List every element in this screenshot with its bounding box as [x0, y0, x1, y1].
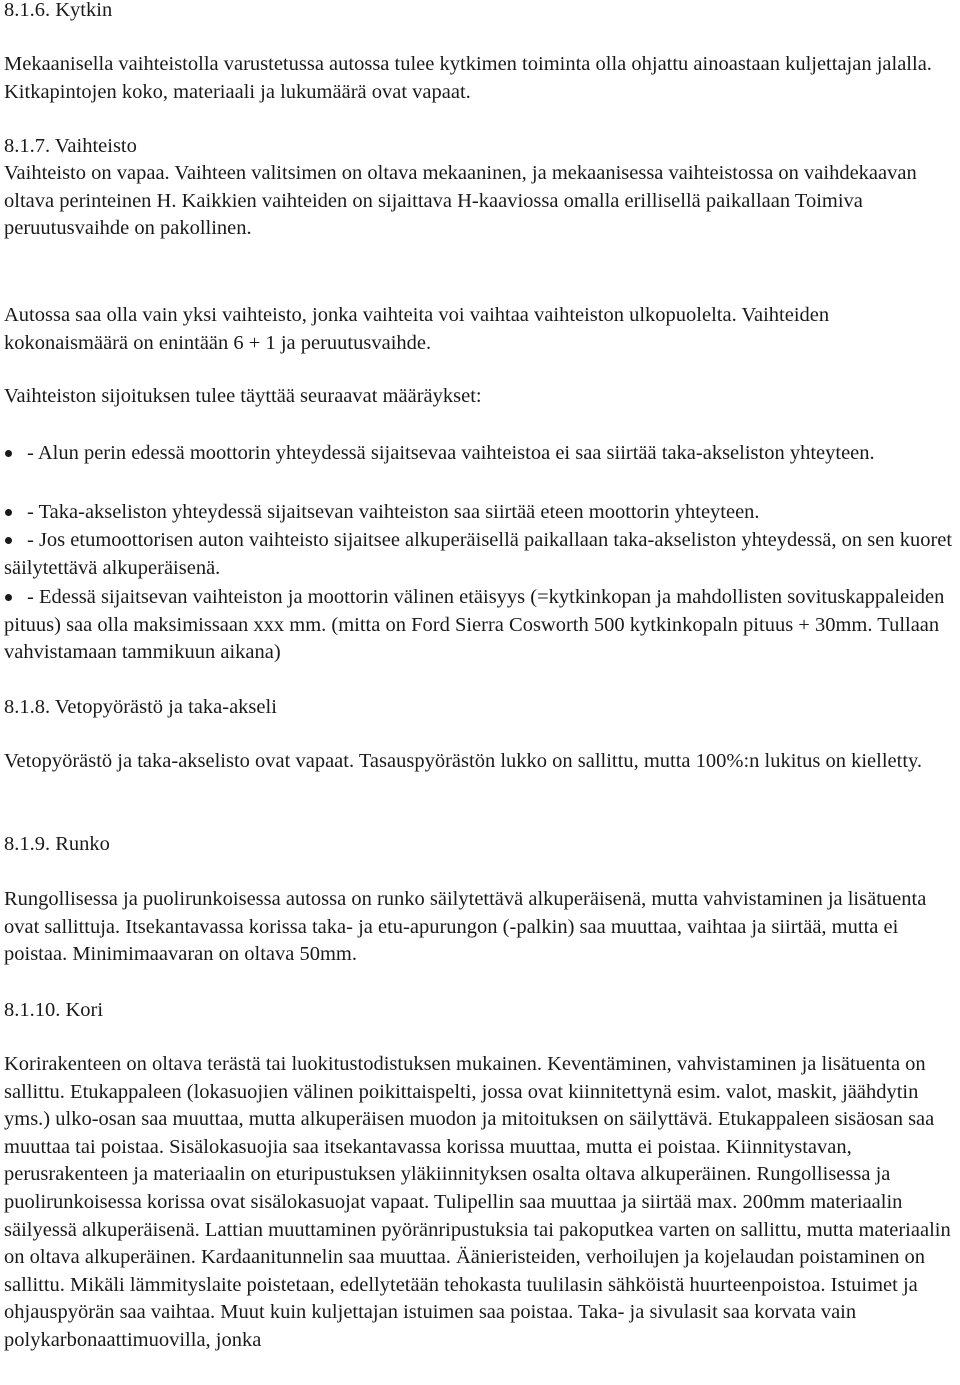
list-item [4, 527, 956, 582]
paragraph-gearbox-3: Vaihteiston sijoituksen tulee täyttää seuraavat määräykset: [4, 385, 482, 407]
paragraph-gearbox-1: Vaihteisto on vapaa. Vaihteen valitsimen on oltava mekaaninen, ja mekaanisessa vaihteistossa on vaihdekaavan oltava perinteinen H. Kaikkien vaihteiden on sijaittava H-kaaviossa omalla erillisellä paikallaan Toimiva peruutusvaihde on pakollinen. [4, 162, 917, 240]
section-heading-8-1-10: 8.1.10. Kori [4, 999, 104, 1021]
list-item [4, 499, 956, 527]
section-heading-8-1-9: 8.1.9. Runko [4, 833, 110, 855]
bullet-icon [5, 450, 12, 457]
list-item-text: - Edessä sijaitsevan vaihteiston ja moottorin välinen etäisyys (=kytkinkopan ja mahdollisten sovituskappaleiden pituus) saa olla maksimissaan xxx mm. (mitta on Ford Sierra Cosworth 500 kytkinkopaln pituus + 30mm. Tullaan vahvistamaan tammikuun aikana) [4, 586, 945, 664]
section-heading-8-1-8: 8.1.8. Vetopyörästö ja taka-akseli [4, 696, 277, 718]
section-heading-8-1-7: 8.1.7. Vaihteisto [4, 135, 137, 157]
list-item [4, 440, 956, 468]
bullet-icon [5, 537, 12, 544]
list-item-text: - Taka-akseliston yhteydessä sijaitsevan vaihteiston saa siirtää eteen moottorin yhteyteen. [27, 501, 760, 523]
list-item-text: - Jos etumoottorisen auton vaihteisto sijaitsee alkuperäisellä paikallaan taka-akseliston yhteydessä, on sen kuoret säilytettävä alkuperäisenä. [4, 529, 953, 579]
paragraph-gearbox-2: Autossa saa olla vain yksi vaihteisto, jonka vaihteita voi vaihtaa vaihteiston ulkopuolelta. Vaihteiden kokonaismäärä on enintään 6 + 1 ja peruutusvaihde. [4, 304, 830, 354]
section-heading-8-1-6: 8.1.6. Kytkin [4, 0, 113, 21]
paragraph-frame: Rungollisessa ja puolirunkoisessa autossa on runko säilytettävä alkuperäisenä, mutta vahvistaminen ja lisätuenta ovat sallittuja. Itsekantavassa korissa taka- ja etu-apurungon (-palkin) saa muuttaa, vaihtaa ja siirtää, mutta ei poistaa. Minimimaavaran on oltava 50mm. [4, 888, 927, 966]
list-item-text: - Alun perin edessä moottorin yhteydessä sijaitsevaa vaihteistoa ei saa siirtää taka-akseliston yhteyteen. [27, 442, 875, 464]
paragraph-clutch: Mekaanisella vaihteistolla varustetussa autossa tulee kytkimen toiminta olla ohjattu ainoastaan kuljettajan jalalla. Kitkapintojen koko, materiaali ja lukumäärä ovat vapaat. [4, 53, 932, 103]
paragraph-drivetrain: Vetopyörästö ja taka-akselisto ovat vapaat. Tasauspyörästön lukko on sallittu, mutta 100%:n lukitus on kielletty. [4, 750, 923, 772]
bullet-icon [5, 594, 12, 601]
paragraph-body: Korirakenteen on oltava terästä tai luokitustodistuksen mukainen. Keventäminen, vahvistaminen ja lisätuenta on sallittu. Etukappaleen (lokasuojien välinen poikittaispelti, jossa ovat kiinnitettynä esim. valot, maskit, jäähdytin yms.) ulko-osan saa muuttaa, mutta alkuperäisen muodon ja mitoituksen on säilyttävä. Etukappaleen sisäosan saa muuttaa tai poistaa. Sisälokasuojia saa itsekantavassa korissa muuttaa, mutta ei poistaa. Kiinnitystavan, perusrakenteen ja materiaalin on eturipustuksen yläkiinnityksen osalta oltava alkuperäinen. Rungollisessa ja puolirunkoisessa korissa ovat sisälokasuojat vapaat. Tulipellin saa muuttaa ja siirtää max. 200mm materiaalin säilyessä alkuperäisenä. Lattian muuttaminen pyöränripustuksia tai pakoputkea varten on sallittu, mutta materiaalin on oltava alkuperäinen. Kardaanitunnelin saa muuttaa. Äänieristeiden, verhoilujen ja kojelaudan poistaminen on sallittu. Mikäli lämmityslaite poistetaan, edellytetään tehokasta tuulilasin sähköistä huurteenpoistoa. Istuimet ja ohjauspyörän saa vaihtaa. Muut kuin kuljettajan istuimen saa poistaa. Taka- ja sivulasit saa korvata vain polykarbonaattimuovilla, jonka [4, 1053, 951, 1351]
bullet-icon [5, 509, 12, 516]
list-item [4, 584, 956, 667]
